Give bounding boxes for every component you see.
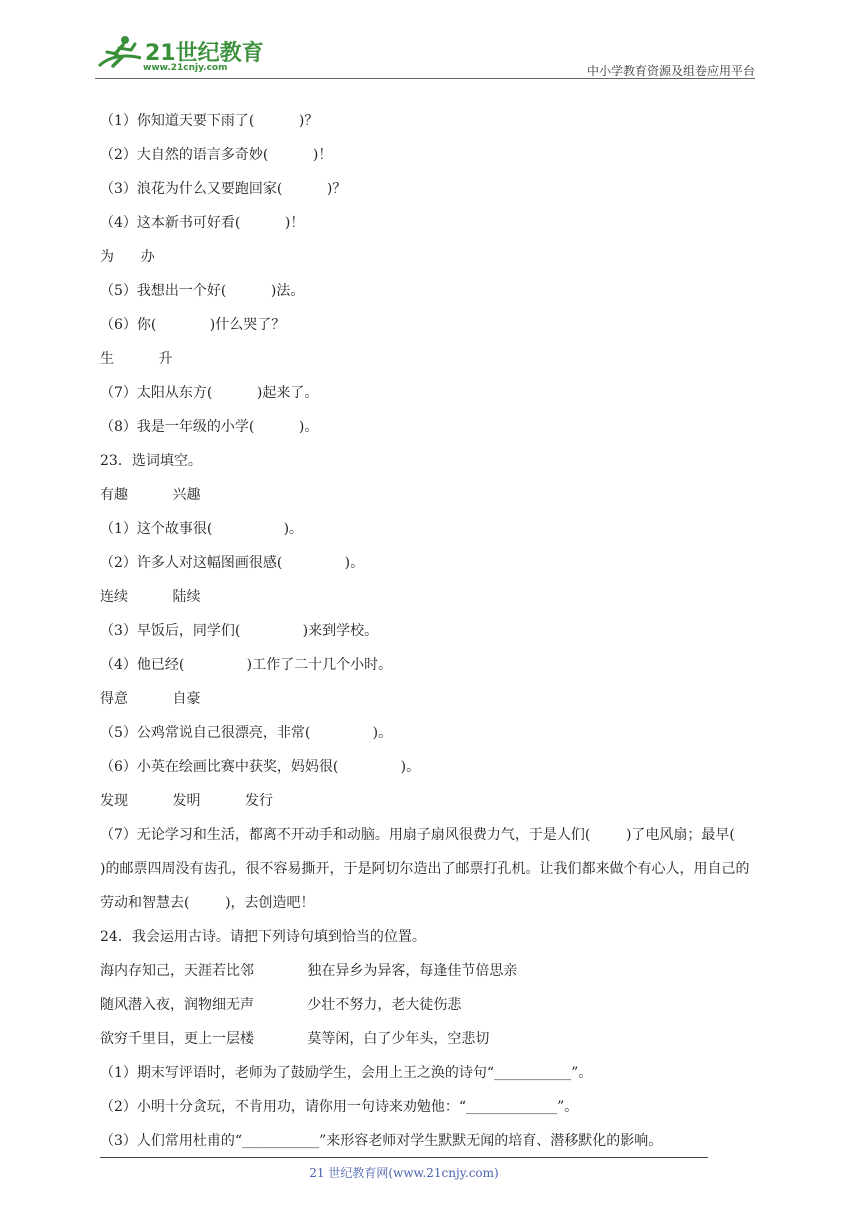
word-choices: 发现 发明 发行 (100, 793, 274, 809)
logo-subtext: www.21cnjy.com (143, 63, 228, 73)
text-line: （5）公鸡常说自己很漂亮，非常( )。 (100, 725, 393, 741)
question-heading: 23．选词填空。 (100, 453, 202, 469)
text-line: （2）大自然的语言多奇妙( )！ (100, 147, 333, 163)
page-header (95, 30, 755, 80)
header-platform-title: 中小学教育资源及组卷应用平台 (586, 64, 755, 78)
text-line: （1）你知道天要下雨了( )？ (100, 113, 319, 129)
document-body (100, 104, 771, 1158)
text-line: （3）浪花为什么又要跑回家( )？ (100, 181, 347, 197)
word-choices: 连续 陆续 (100, 589, 201, 605)
text-line: （3）早饭后，同学们( )来到学校。 (100, 623, 379, 639)
paragraph-question: （7）无论学习和生活，都离不开动手和动脑。用扇子扇风很费力气，于是人们( )了电风扇；最早( )的邮票四周没有齿孔，很不容易撕开，于是阿切尔造出了邮票打孔机。让我们都来做个有心人，用自己的劳动和智慧去( )，去创造吧！ (100, 827, 771, 911)
text-line: （6）你( )什么哭了？ (100, 317, 286, 333)
footer-text: 21 世纪教育网(www.21cnjy.com) (309, 1166, 499, 1180)
text-line: （1）这个故事很( )。 (100, 521, 304, 537)
text-line: （6）小英在绘画比赛中获奖，妈妈很( )。 (100, 759, 421, 775)
poem-choices: 随风潜入夜，润物细无声 少壮不努力，老大徒伤悲 (100, 997, 462, 1013)
text-line: （4）这本新书可好看( )！ (100, 215, 305, 231)
text-line: （8）我是一年级的小学( )。 (100, 419, 319, 435)
text-line: （7）太阳从东方( )起来了。 (100, 385, 319, 401)
footer-divider (100, 1157, 708, 1158)
header-divider (95, 78, 755, 79)
text-line: （3）人们常用杜甫的“___________”来形容老师对学生默默无闻的培育、潜移默化的影响。 (100, 1133, 663, 1149)
logo-text: 21世纪教育 (145, 41, 264, 66)
text-line: （1）期末写评语时，老师为了鼓励学生，会用上王之涣的诗句“___________”。 (100, 1065, 593, 1081)
runner-logo-icon (95, 32, 145, 76)
logo (95, 32, 265, 76)
poem-choices: 欲穷千里目，更上一层楼 莫等闲，白了少年头，空悲切 (100, 1031, 490, 1047)
text-line: （2）许多人对这幅图画很感( )。 (100, 555, 365, 571)
question-heading: 24．我会运用古诗。请把下列诗句填到恰当的位置。 (100, 929, 426, 945)
text-line: （2）小明十分贪玩，不肯用功，请你用一句诗来劝勉他：“_____________”。 (100, 1099, 579, 1115)
text-line: （5）我想出一个好( )法。 (100, 283, 305, 299)
text-line: （4）他已经( )工作了二十几个小时。 (100, 657, 393, 673)
word-choices: 得意 自豪 (100, 691, 201, 707)
word-choices: 生 升 (100, 351, 173, 367)
word-choices: 有趣 兴趣 (100, 487, 201, 503)
poem-choices: 海内存知己，天涯若比邻 独在异乡为异客，每逢佳节倍思亲 (100, 963, 518, 979)
word-choices: 为 办 (100, 249, 155, 265)
